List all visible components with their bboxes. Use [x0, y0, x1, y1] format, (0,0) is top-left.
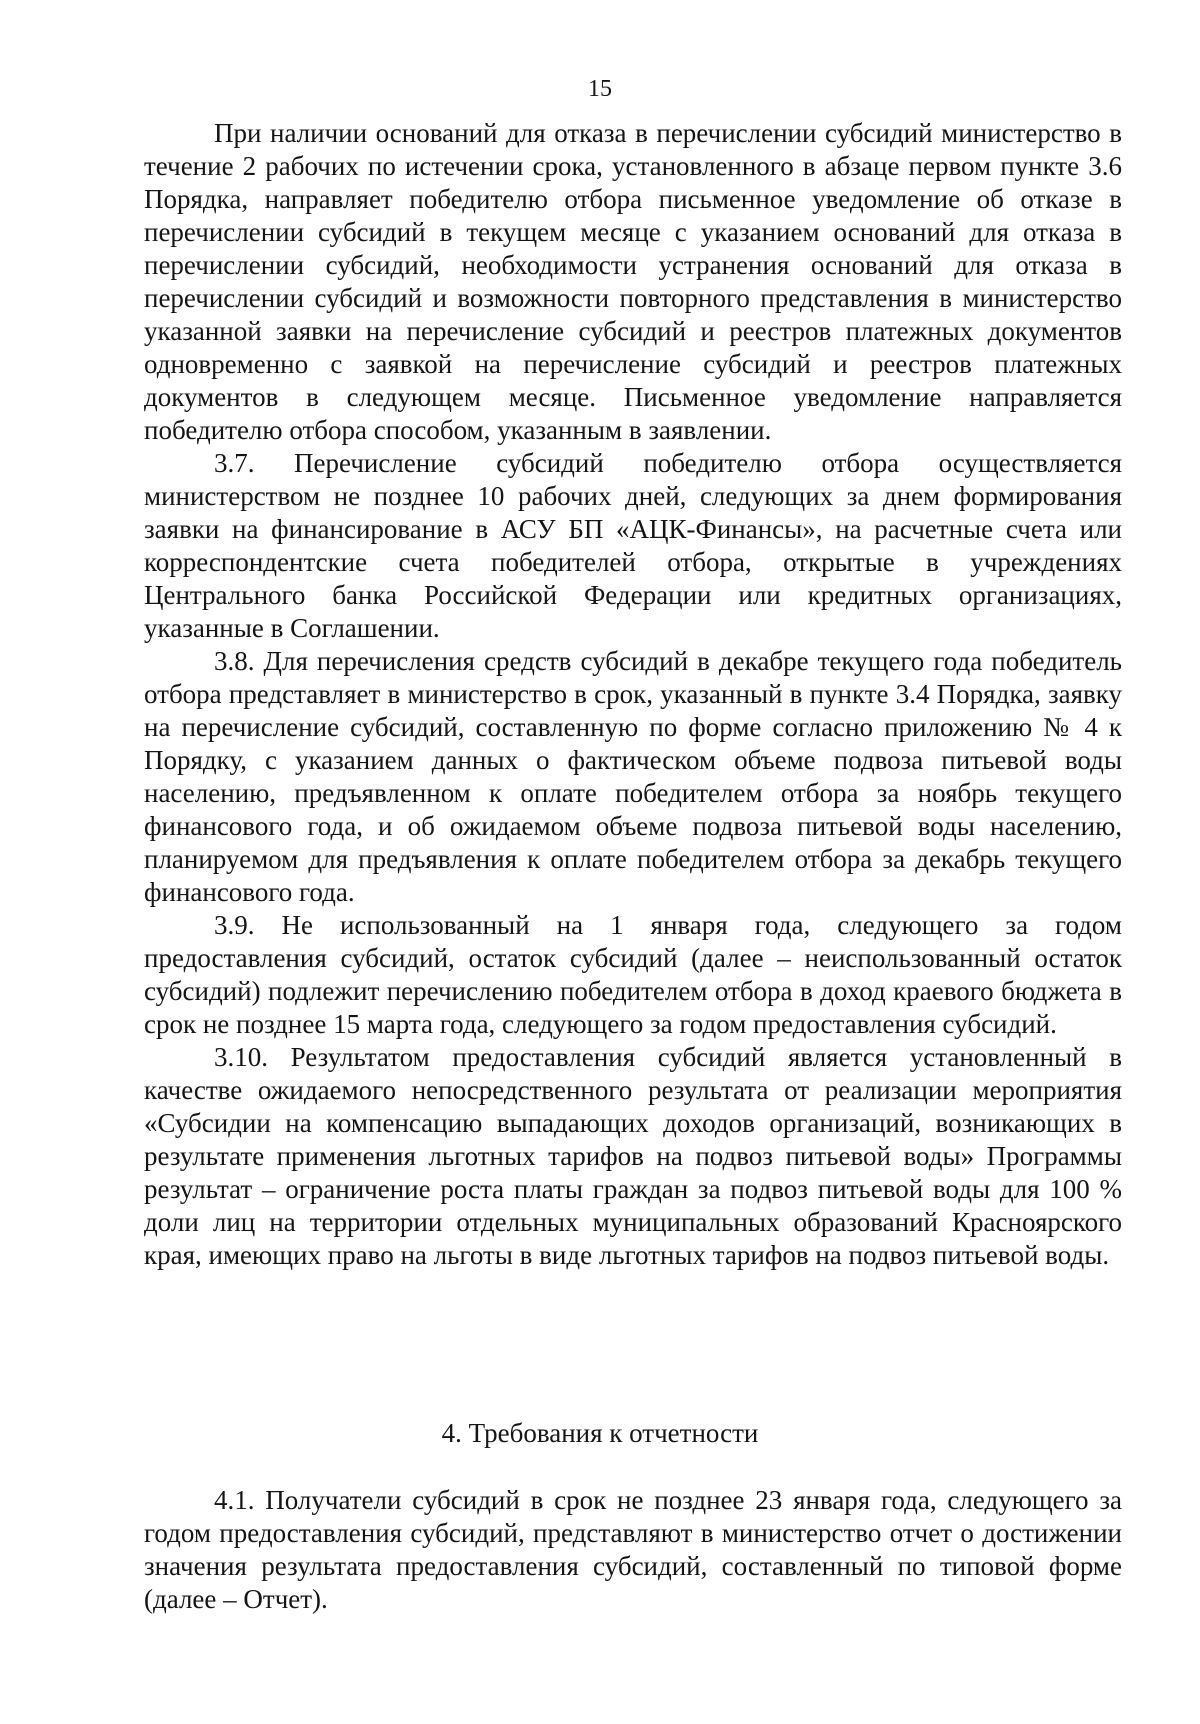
page-number: 15 — [588, 76, 612, 102]
paragraph-3-8: 3.8. Для перечисления средств субсидий в декабре текущего года победитель отбора представляет в министерство в срок, указанный в пункте 3.4 Порядка, заявку на перечисление субсидий, составленную по форме согласно приложению № 4 к Порядку, с указанием данных о фактическом объеме подвоза питьевой воды населению, предъявленном к оплате победителем отбора за ноябрь текущего финансового года, и об ожидаемом объеме подвоза питьевой воды населению, планируемом для предъявления к оплате победителем отбора за декабрь текущего финансового года. — [144, 646, 1122, 907]
paragraph-3-9: 3.9. Не использованный на 1 января года, следующего за годом предоставления субсидий, остаток субсидий (далее – неиспользованный остаток субсидий) подлежит перечислению победителем отбора в доход краевого бюджета в срок не позднее 15 марта года, следующего за годом предоставления субсидий. — [144, 910, 1122, 1039]
section-heading: 4. Требования к отчетности — [441, 1418, 759, 1448]
paragraph-3-10: 3.10. Результатом предоставления субсидий является установленный в качестве ожидаемого непосредственного результата от реализации мероприятия «Субсидии на компенсацию выпадающих доходов организаций, возникающих в результате применения льготных тарифов на подвоз питьевой воды» Программы результат – ограничение роста платы граждан за подвоз питьевой воды для 100 % доли лиц на территории отдельных муниципальных образований Красноярского края, имеющих право на льготы в виде льготных тарифов на подвоз питьевой воды. — [144, 1042, 1122, 1270]
paragraph-4-1: 4.1. Получатели субсидий в срок не позднее 23 января года, следующего за годом предоставления субсидий, представляют в министерство отчет о достижении значения результата предоставления субсидий, составленный по типовой форме (далее – Отчет). — [144, 1485, 1122, 1614]
paragraph-refusal-notice: При наличии оснований для отказа в перечислении субсидий министерство в течение 2 рабочих по истечении срока, установленного в абзаце первом пункте 3.6 Порядка, направляет победителю отбора письменное уведомление об отказе в перечислении субсидий в текущем месяце с указанием оснований для отказа в перечислении субсидий, необходимости устранения оснований для отказа в перечислении субсидий и возможности повторного представления в министерство указанной заявки на перечисление субсидий и реестров платежных документов одновременно с заявкой на перечисление субсидий и реестров платежных документов в следующем месяце. Письменное уведомление направляется победителю отбора способом, указанным в заявлении. — [144, 118, 1122, 445]
main-text-block — [144, 117, 1122, 1272]
paragraph-3-7: 3.7. Перечисление субсидий победителю отбора осуществляется министерством не позднее 10 рабочих дней, следующих за днем формирования заявки на финансирование в АСУ БП «АЦК-Финансы», на расчетные счета или корреспондентские счета победителей отбора, открытые в учреждениях Центрального банка Российской Федерации или кредитных организациях, указанные в Соглашении. — [144, 448, 1122, 643]
section-text-block — [144, 1484, 1122, 1616]
